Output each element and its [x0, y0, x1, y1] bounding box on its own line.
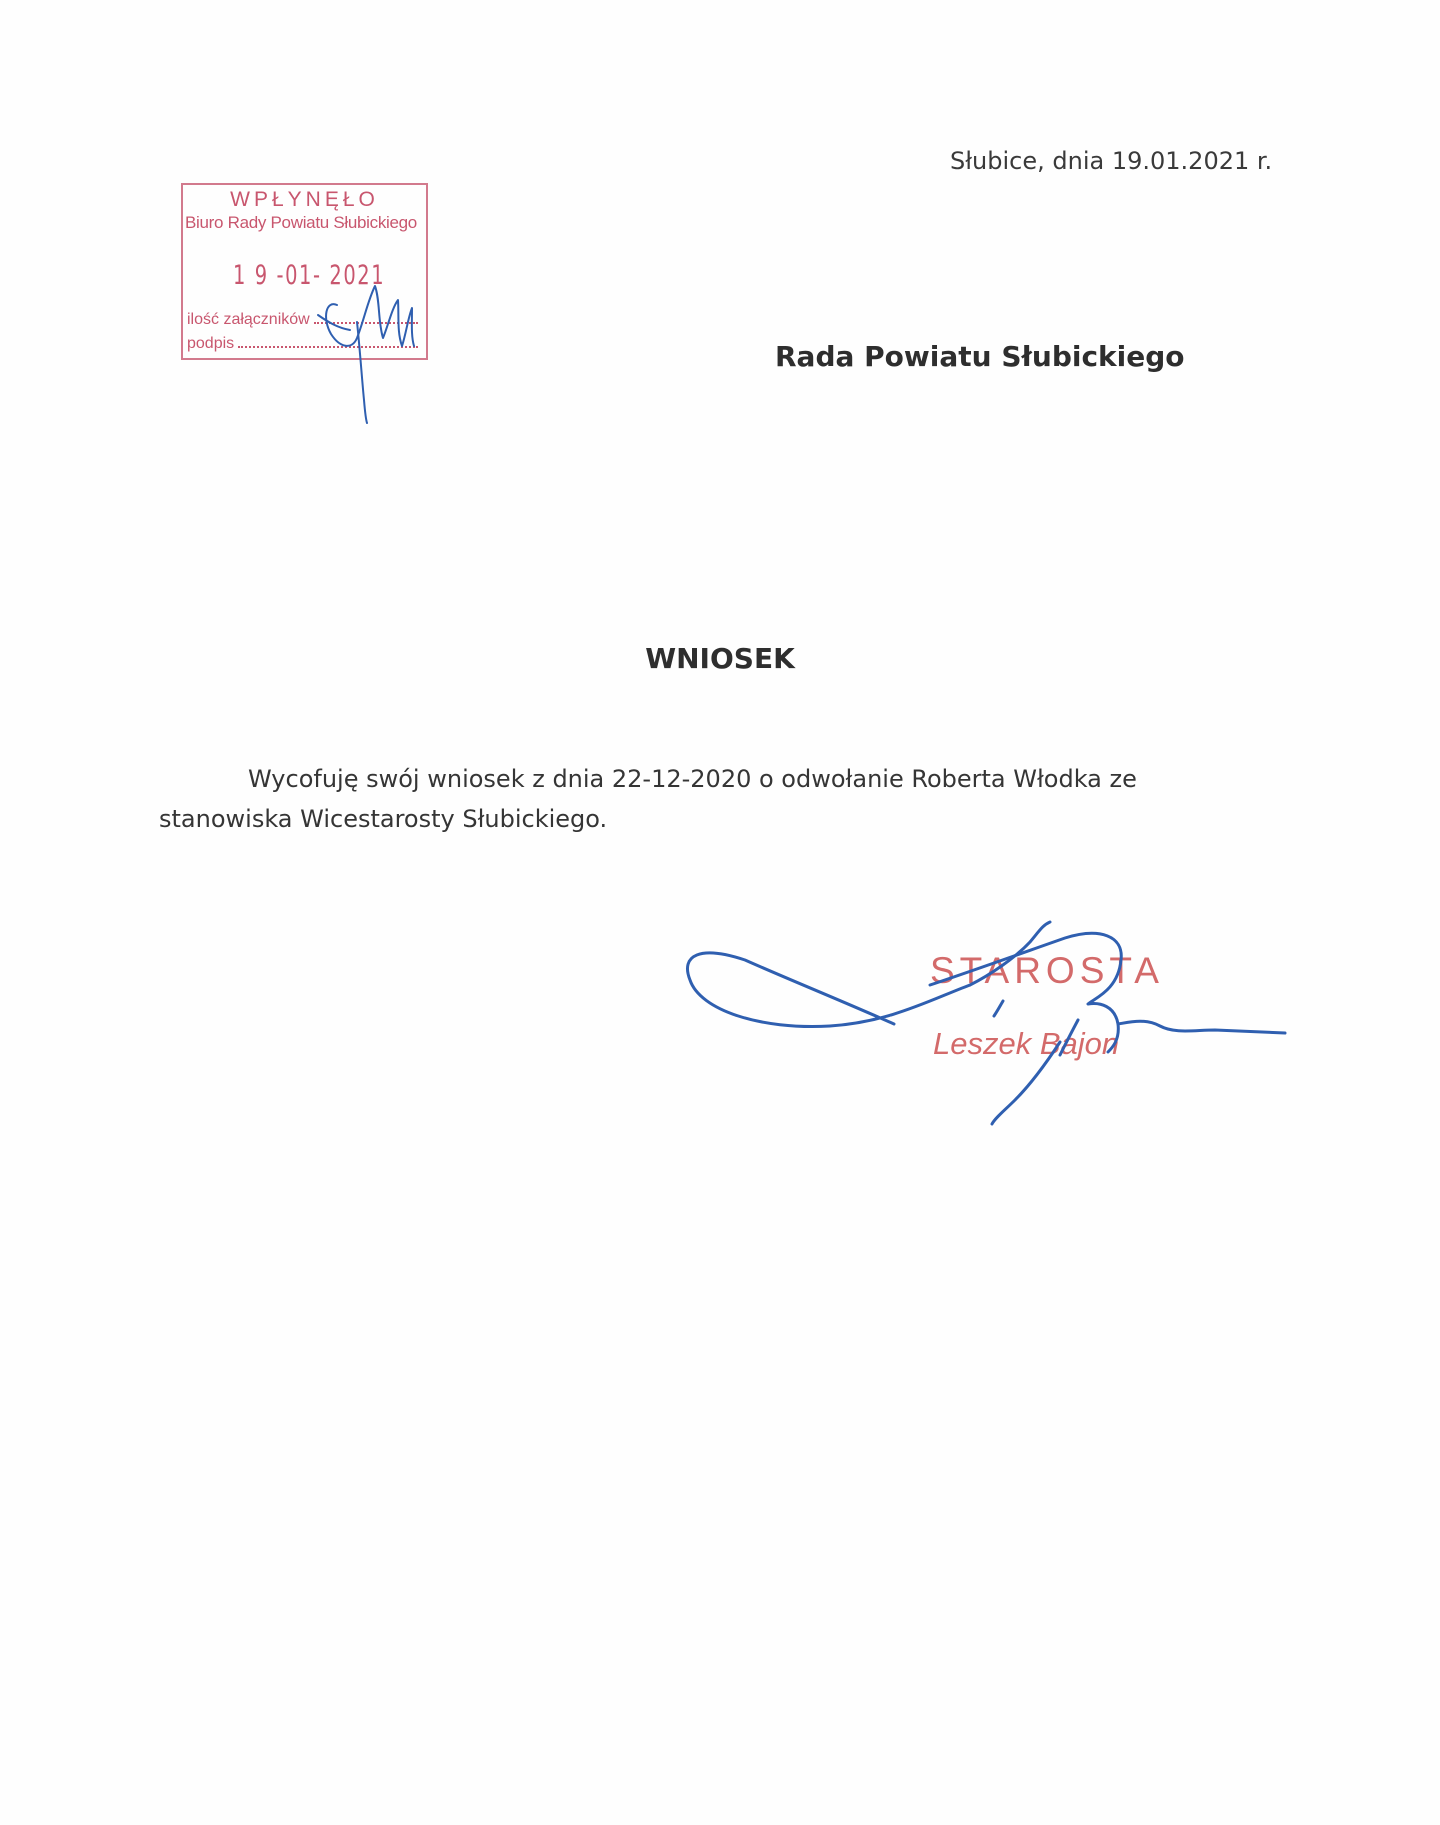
dotted-line [314, 312, 418, 324]
received-stamp-office: Biuro Rady Powiatu Słubickiego [185, 213, 417, 232]
dotted-line [238, 336, 418, 348]
received-stamp-attachments-row [187, 311, 418, 329]
body-text-line-2: stanowiska Wicestarosty Słubickiego. [159, 805, 608, 833]
received-stamp-signature-label: podpis [187, 335, 235, 352]
received-stamp-signature-row [187, 335, 418, 353]
official-stamp-title: STAROSTA [930, 950, 1164, 991]
document-title: WNIOSEK [645, 642, 795, 675]
body-text-line-1: Wycofuję swój wniosek z dnia 22-12-2020 o odwołanie Roberta Włodka ze [248, 765, 1137, 793]
received-stamp [181, 183, 428, 360]
official-stamp-name: Leszek Bajon [933, 1026, 1120, 1061]
place-and-date: Słubice, dnia 19.01.2021 r. [950, 147, 1273, 175]
recipient: Rada Powiatu Słubickiego [775, 340, 1185, 373]
received-stamp-attachments-label: ilość załączników [187, 311, 310, 328]
received-stamp-heading: WPŁYNĘŁO [230, 188, 379, 211]
received-stamp-date: 1 9 -01- 2021 [233, 260, 386, 291]
